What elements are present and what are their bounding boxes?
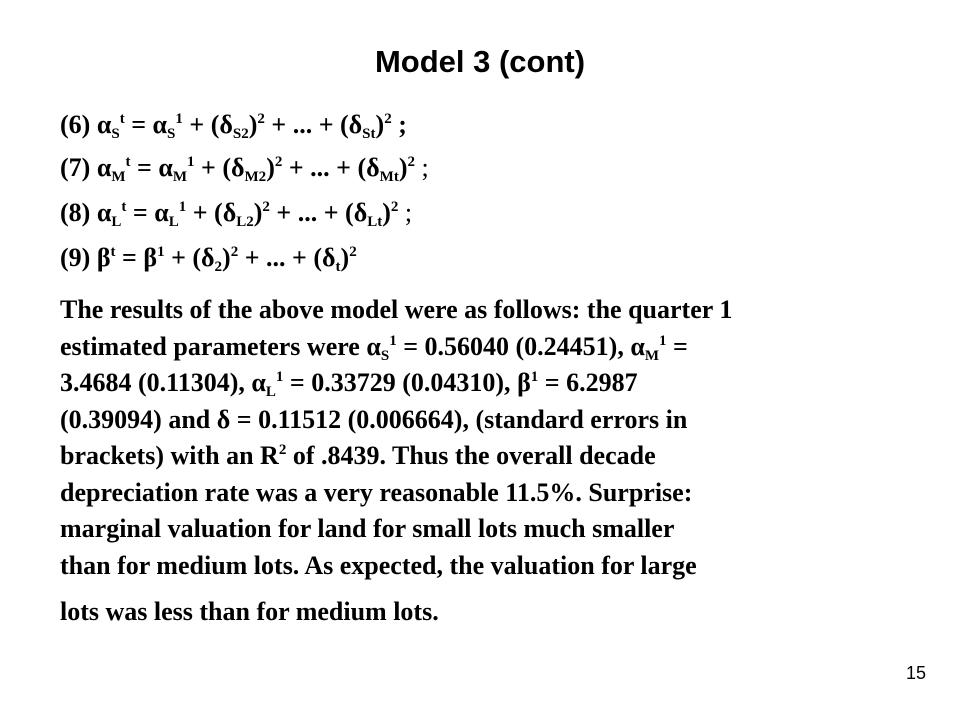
close-paren: ) — [253, 198, 263, 227]
superscript: 1 — [187, 154, 195, 170]
subscript: L — [111, 214, 122, 230]
subscript: S — [111, 126, 120, 142]
equation-end: ; — [414, 153, 429, 182]
equation-end: ; — [391, 110, 407, 139]
superscript: 1 — [178, 199, 187, 215]
superscript: 2 — [349, 244, 357, 260]
ellipsis: + ... + ( — [238, 243, 323, 272]
paragraph-line-8: than for medium lots. As expected, the valuation for large — [60, 550, 697, 580]
delta-symbol: δ — [348, 110, 363, 139]
equals: = — [130, 153, 159, 182]
equation-7 — [60, 153, 429, 183]
plus-open: + ( — [164, 243, 202, 272]
superscript: t — [119, 111, 125, 127]
paragraph-text: estimated parameters were — [60, 331, 367, 361]
paragraph-line-2 — [60, 329, 954, 366]
alpha-symbol: α — [152, 110, 168, 139]
paragraph-text: 3.4684 (0.11304), — [60, 368, 252, 397]
ellipsis: + ... + ( — [269, 198, 354, 227]
superscript: 2 — [257, 111, 265, 127]
paragraph-text: = 0.56040 (0.24451), — [396, 331, 631, 361]
alpha-symbol: α — [630, 331, 645, 361]
paragraph-line-3 — [60, 365, 954, 402]
delta-symbol: δ — [222, 198, 237, 227]
close-paren: ) — [375, 110, 385, 139]
alpha-symbol: α — [96, 153, 112, 182]
equation-number: (6) — [60, 110, 97, 139]
delta-symbol: δ — [366, 153, 380, 182]
superscript: 1 — [389, 332, 397, 349]
superscript: 1 — [659, 332, 667, 349]
superscript: 2 — [390, 199, 399, 215]
subscript: L — [168, 214, 179, 230]
superscript: 2 — [407, 154, 415, 170]
alpha-symbol: α — [366, 331, 381, 361]
subscript: S — [167, 126, 176, 142]
paragraph-text: brackets) with an R — [60, 441, 279, 470]
close-paren: ) — [222, 243, 231, 272]
superscript: 1 — [157, 244, 165, 260]
equals: = — [126, 198, 155, 227]
equation-number: (8) — [60, 198, 97, 227]
paragraph-line-7: marginal valuation for land for small lots much smaller — [60, 514, 675, 543]
paragraph-text: (0.39094) and — [60, 404, 217, 434]
equation-number: (7) — [60, 153, 97, 182]
paragraph-line-4 — [60, 402, 954, 439]
equation-number: (9) — [60, 243, 97, 272]
subscript: S — [380, 347, 390, 364]
superscript: t — [121, 199, 127, 215]
subscript: L2 — [236, 214, 254, 230]
delta-symbol: δ — [322, 243, 336, 272]
close-paren: ) — [248, 110, 258, 139]
close-paren: ) — [266, 153, 275, 182]
paragraph-text: of .8439. Thus the overall decade — [286, 441, 656, 470]
paragraph-text: = 0.33729 (0.04310), — [283, 368, 518, 397]
alpha-symbol: α — [251, 368, 266, 397]
alpha-symbol: α — [96, 198, 112, 227]
superscript: 1 — [175, 111, 183, 127]
equation-9 — [60, 243, 357, 273]
subscript: M — [111, 169, 126, 185]
delta-symbol: δ — [231, 153, 245, 182]
subscript: S2 — [232, 126, 249, 142]
subscript: M2 — [244, 169, 267, 185]
alpha-symbol: α — [96, 110, 112, 139]
superscript: t — [110, 244, 116, 260]
superscript: 2 — [278, 442, 287, 458]
delta-symbol: δ — [201, 243, 215, 272]
delta-symbol: δ — [216, 404, 231, 434]
superscript: 1 — [530, 369, 539, 385]
close-paren: ) — [340, 243, 350, 272]
close-paren: ) — [398, 153, 408, 182]
superscript: 2 — [262, 199, 270, 215]
equation-end: ; — [398, 198, 413, 227]
results-paragraph — [60, 292, 954, 631]
superscript: 1 — [275, 369, 284, 385]
alpha-symbol: α — [158, 153, 173, 182]
subscript: Mt — [379, 169, 399, 185]
alpha-symbol: α — [154, 198, 169, 227]
superscript: 2 — [230, 244, 239, 260]
subscript: 2 — [214, 259, 223, 275]
subscript: Lt — [367, 214, 383, 230]
beta-symbol: β — [96, 243, 111, 272]
superscript: t — [125, 154, 131, 170]
subscript: M — [644, 347, 660, 364]
paragraph-line-1: The results of the above model were as follows: the quarter 1 — [60, 295, 733, 324]
plus-open: + ( — [194, 153, 232, 182]
ellipsis: + ... + ( — [282, 153, 367, 182]
subscript: t — [335, 259, 341, 275]
delta-symbol: δ — [219, 110, 233, 139]
paragraph-text: = — [666, 331, 688, 361]
paragraph-text: = 6.2987 — [538, 368, 638, 397]
subscript: L — [265, 384, 276, 400]
paragraph-line-9: lots was less than for medium lots. — [60, 597, 439, 626]
paragraph-line-6: depreciation rate was a very reasonable 11.5%. Surprise: — [60, 477, 693, 507]
equals: = — [115, 243, 144, 272]
close-paren: ) — [382, 198, 391, 227]
ellipsis: + ... + ( — [264, 110, 349, 139]
paragraph-line-5 — [60, 438, 954, 475]
beta-symbol: β — [517, 368, 531, 397]
paragraph-text: = 0.11512 (0.006664), (standard errors in — [230, 404, 688, 434]
beta-symbol: β — [143, 243, 158, 272]
slide-title: Model 3 (cont) — [374, 44, 586, 79]
subscript: St — [362, 126, 376, 142]
plus-open: + ( — [186, 198, 223, 227]
equals: = — [124, 110, 153, 139]
delta-symbol: δ — [353, 198, 368, 227]
superscript: 2 — [274, 154, 283, 170]
subscript: M — [172, 169, 188, 185]
plus-open: + ( — [182, 110, 220, 139]
equation-8 — [60, 198, 412, 228]
equation-6 — [60, 110, 407, 140]
page-number: 15 — [905, 663, 926, 683]
superscript: 2 — [384, 111, 392, 127]
